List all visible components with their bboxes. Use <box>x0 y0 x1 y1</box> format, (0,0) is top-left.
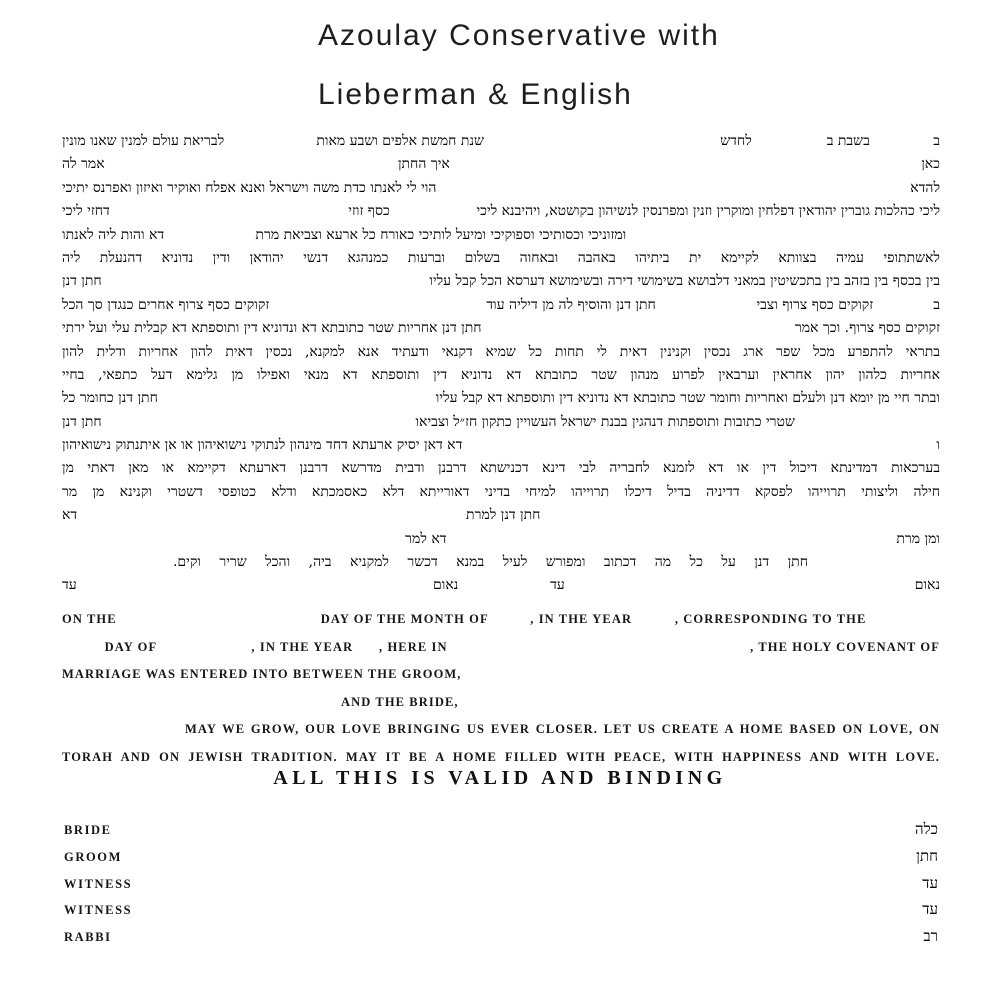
text-segment: חתן דנן <box>62 413 102 430</box>
signature-label-hebrew: רב <box>923 927 938 946</box>
english-line-5: MAY WE GROW, OUR LOVE BRINGING US EVER CLOSER. LET US CREATE A HOME BASED ON LOVE, ON <box>185 722 940 737</box>
blank-space <box>269 308 486 309</box>
signature-label-english: WITNESS <box>64 876 133 891</box>
english-line-2 <box>62 634 940 662</box>
english-line-3: MARRIAGE WAS ENTERED INTO BETWEEN THE GROOM, <box>62 667 462 682</box>
document-title <box>318 6 720 124</box>
hebrew-line-15: בערכאות דמדינתא דיכול דין או דא לזמנא לחבריה לבי דינא דכנישתא דרבנן ודבית מדרשא דרבנן דארעתא דקיימא או מאן דאתי מן <box>62 460 940 477</box>
text-segment: בין בכסף בין בזהב בין בתכשיטין במאני דלבושא בשימושי דירה ובשימושא דערסא הכל קבל עליו <box>429 273 940 290</box>
text-segment: דא דאן יסיק ארעתא דחד מינהון לנתוקי נישואיהון או אן איתנתוק נישואיהון <box>62 437 463 454</box>
signature-label-english: GROOM <box>64 849 122 864</box>
hebrew-line-11: אחריות כלהון יהון אחראין וערבאין לפרוע מנהון שטר כתובתא דא נדוניא דין ותוספתא דא מנאי ואפילו מן גלימא דעל כתפאי, בחיי <box>62 366 940 383</box>
blank-space <box>626 238 940 239</box>
text-segment: כסף זוזי <box>348 203 390 220</box>
text-segment: , CORRESPONDING TO THE <box>674 612 867 626</box>
blank-space <box>164 238 255 239</box>
blank-space <box>390 214 477 215</box>
text-segment: דחזי ליכי <box>62 203 110 220</box>
text-segment: שטרי כתובות ותוספתות דנהגין בבנת ישראל העשויין כתקון חז״ל וצביאו <box>415 413 795 430</box>
text-segment: , IN THE YEAR <box>251 639 354 654</box>
english-line-4: AND THE BRIDE, <box>341 694 459 709</box>
text-segment: דא למר <box>405 530 447 547</box>
blank-space <box>795 425 940 426</box>
hebrew-line-7 <box>62 270 940 293</box>
hebrew-line-8 <box>62 294 940 317</box>
blank-space <box>117 622 321 623</box>
english-text-block <box>62 606 940 772</box>
text-segment: ו <box>936 437 940 454</box>
hebrew-line-13 <box>62 411 940 434</box>
text-segment: ובתר חיי מן יומא דנן ולעלם ואחריות וחומר שטר כתובתא דא נדוניא דין ותוספתא דא קבל עליו <box>435 390 940 407</box>
text-segment: ומזוניכי וכסותיכי וספוקיכי ומיעל לותיכי כאורח כל ארעא וצביאת מרת <box>255 226 627 243</box>
signature-label-english: WITNESS <box>64 903 133 918</box>
hebrew-line-9 <box>62 317 940 340</box>
text-segment: אמר לה <box>62 156 105 173</box>
blank-space <box>482 331 795 332</box>
text-segment: ליכי כהלכות גוברין יהודאין דפלחין ומוקרין וזנין ומפרנסין לנשיהון בקושטא, ויהיבנא ליכי <box>476 203 940 220</box>
hebrew-text-block <box>62 130 940 598</box>
text-segment: לחדש <box>720 133 752 149</box>
text-segment: נאום <box>433 577 459 594</box>
text-segment: ב <box>933 296 940 313</box>
hebrew-line-1 <box>62 130 940 153</box>
signature-row-witness <box>64 900 938 927</box>
hebrew-line-19: חתן דנן על כל מה דכתוב ומפורש לעיל במנא דכשר למקניא ביה, והכל שריר וקים. <box>172 554 808 571</box>
hebrew-line-20 <box>62 574 940 597</box>
hebrew-line-5 <box>62 224 940 247</box>
title-line-1: Azoulay Conservative with <box>318 19 720 52</box>
blank-space <box>436 191 910 192</box>
text-segment: הוי לי לאנתו כדת משה וישראל ואנא אפלח ואוקיר ואיזון ואפרנס יתיכי <box>62 179 437 196</box>
blank-space <box>446 542 896 543</box>
text-segment: נאום <box>914 577 940 594</box>
hebrew-line-14 <box>62 434 940 457</box>
signature-label-english: BRIDE <box>64 823 112 837</box>
text-segment: , IN THE YEAR <box>530 612 633 626</box>
hebrew-line-17 <box>62 504 940 527</box>
blank-space <box>102 425 416 426</box>
hebrew-line-3 <box>62 177 940 200</box>
hebrew-line-4 <box>62 200 940 223</box>
signature-row-groom <box>64 847 938 874</box>
blank-space <box>158 401 436 402</box>
text-segment: זקוקים כסף צרוף. וכך אמר <box>794 320 940 337</box>
text-segment: ON THE <box>62 612 117 626</box>
text-segment: לבריאת עולם למנין שאנו מונין <box>62 133 225 149</box>
hebrew-line-16: חילה וליצותי תרוייהו לפסקא דדיניה בדיל דיכלו תרוייהו למיחי בדיני דאורייתא דלא כאסמכתא ודלא כטופסי דשטרי וקנינא מן מר <box>62 483 940 500</box>
text-segment: עד <box>62 577 77 594</box>
hebrew-line-12 <box>62 387 940 410</box>
blank-space <box>870 144 933 145</box>
blank-space <box>866 622 940 623</box>
blank-space <box>62 542 405 543</box>
binding-heading: ALL THIS IS VALID AND BINDING <box>273 767 727 789</box>
english-line-1 <box>62 606 940 634</box>
signature-section <box>64 820 938 954</box>
signature-label-hebrew: עד <box>922 900 938 919</box>
text-segment: דא והות ליה לאנתו <box>62 226 165 243</box>
blank-space <box>873 308 933 309</box>
hebrew-line-18 <box>62 528 940 551</box>
title-line-2: Lieberman & English <box>318 78 633 111</box>
text-segment: חתן דנן למרת <box>466 507 541 524</box>
english-line-6: TORAH AND ON JEWISH TRADITION. MAY IT BE A HOME FILLED WITH PEACE, WITH HAPPINESS AND WITH LOVE. <box>62 749 940 764</box>
blank-space <box>110 214 349 215</box>
text-segment: , THE HOLY COVENANT OF <box>750 639 940 654</box>
signature-label-hebrew: כלה <box>915 820 938 838</box>
text-segment: זקוקים כסף צרוף וצבי <box>756 296 874 313</box>
blank-space <box>224 144 316 145</box>
text-segment: , HERE IN <box>379 639 448 654</box>
blank-space <box>353 650 379 651</box>
blank-space <box>489 622 531 623</box>
signature-label-hebrew: עד <box>922 873 938 892</box>
blank-space <box>450 167 921 168</box>
blank-space <box>458 588 550 589</box>
signature-row-rabbi <box>64 927 938 954</box>
hebrew-line-10: בתראי להתפרע מכל שפר ארג נכסין וקנינין דאית לי תחות כל שמיא דקנאי ודעתיד אנא למקנא, נכסין דאית להון אחריות ודלית להון <box>62 343 940 360</box>
hebrew-line-6: לאשתתופי עמיה בצוותא לקיימא ית ביתיהו באהבה ובאחוה בשלום וברעות כמנהגא דנשי יהודאן ודין נדוניא דהנעלת ליה <box>62 249 940 266</box>
signature-row-witness <box>64 874 938 901</box>
text-segment: DAY OF <box>104 639 158 654</box>
blank-space <box>462 448 936 449</box>
signature-label-hebrew: חתן <box>916 846 938 865</box>
text-segment: חתן דנן אחריות שטר כתובתא דא ונדוניא דין ותוספתא דא קבלית עלי ועל ירתי <box>62 320 482 337</box>
text-segment: בשבת ב <box>826 133 870 149</box>
text-segment: חתן דנן כחומר כל <box>62 390 158 407</box>
blank-space <box>448 650 750 651</box>
signature-row-bride <box>64 820 938 847</box>
blank-space <box>105 167 398 168</box>
blank-space <box>62 650 105 651</box>
text-segment: עד <box>550 577 565 594</box>
text-segment: איך החתן <box>397 156 450 173</box>
blank-space <box>632 622 675 623</box>
blank-space <box>656 308 757 309</box>
text-segment: כאן <box>921 156 940 173</box>
text-segment: ב <box>933 133 940 149</box>
blank-space <box>77 588 433 589</box>
text-segment: חתן דנן <box>62 273 102 290</box>
text-segment: להדא <box>910 179 940 196</box>
text-segment: שנת חמשת אלפים ושבע מאות <box>316 133 484 149</box>
blank-space <box>102 284 430 285</box>
signature-label-english: RABBI <box>64 930 112 945</box>
text-segment: חתן דנן והוסיף לה מן דיליה עוד <box>486 296 656 313</box>
blank-space <box>752 144 827 145</box>
text-segment: DAY OF THE MONTH OF <box>320 612 489 626</box>
blank-space <box>77 518 466 519</box>
blank-space <box>157 650 251 651</box>
blank-space <box>540 518 940 519</box>
blank-space <box>484 144 720 145</box>
hebrew-line-2 <box>62 153 940 176</box>
blank-space <box>565 588 915 589</box>
text-segment: ומן מרת <box>896 530 940 547</box>
text-segment: זקוקים כסף צרוף אחרים כנגדן סך הכל <box>62 296 270 313</box>
text-segment: דא <box>62 507 78 524</box>
